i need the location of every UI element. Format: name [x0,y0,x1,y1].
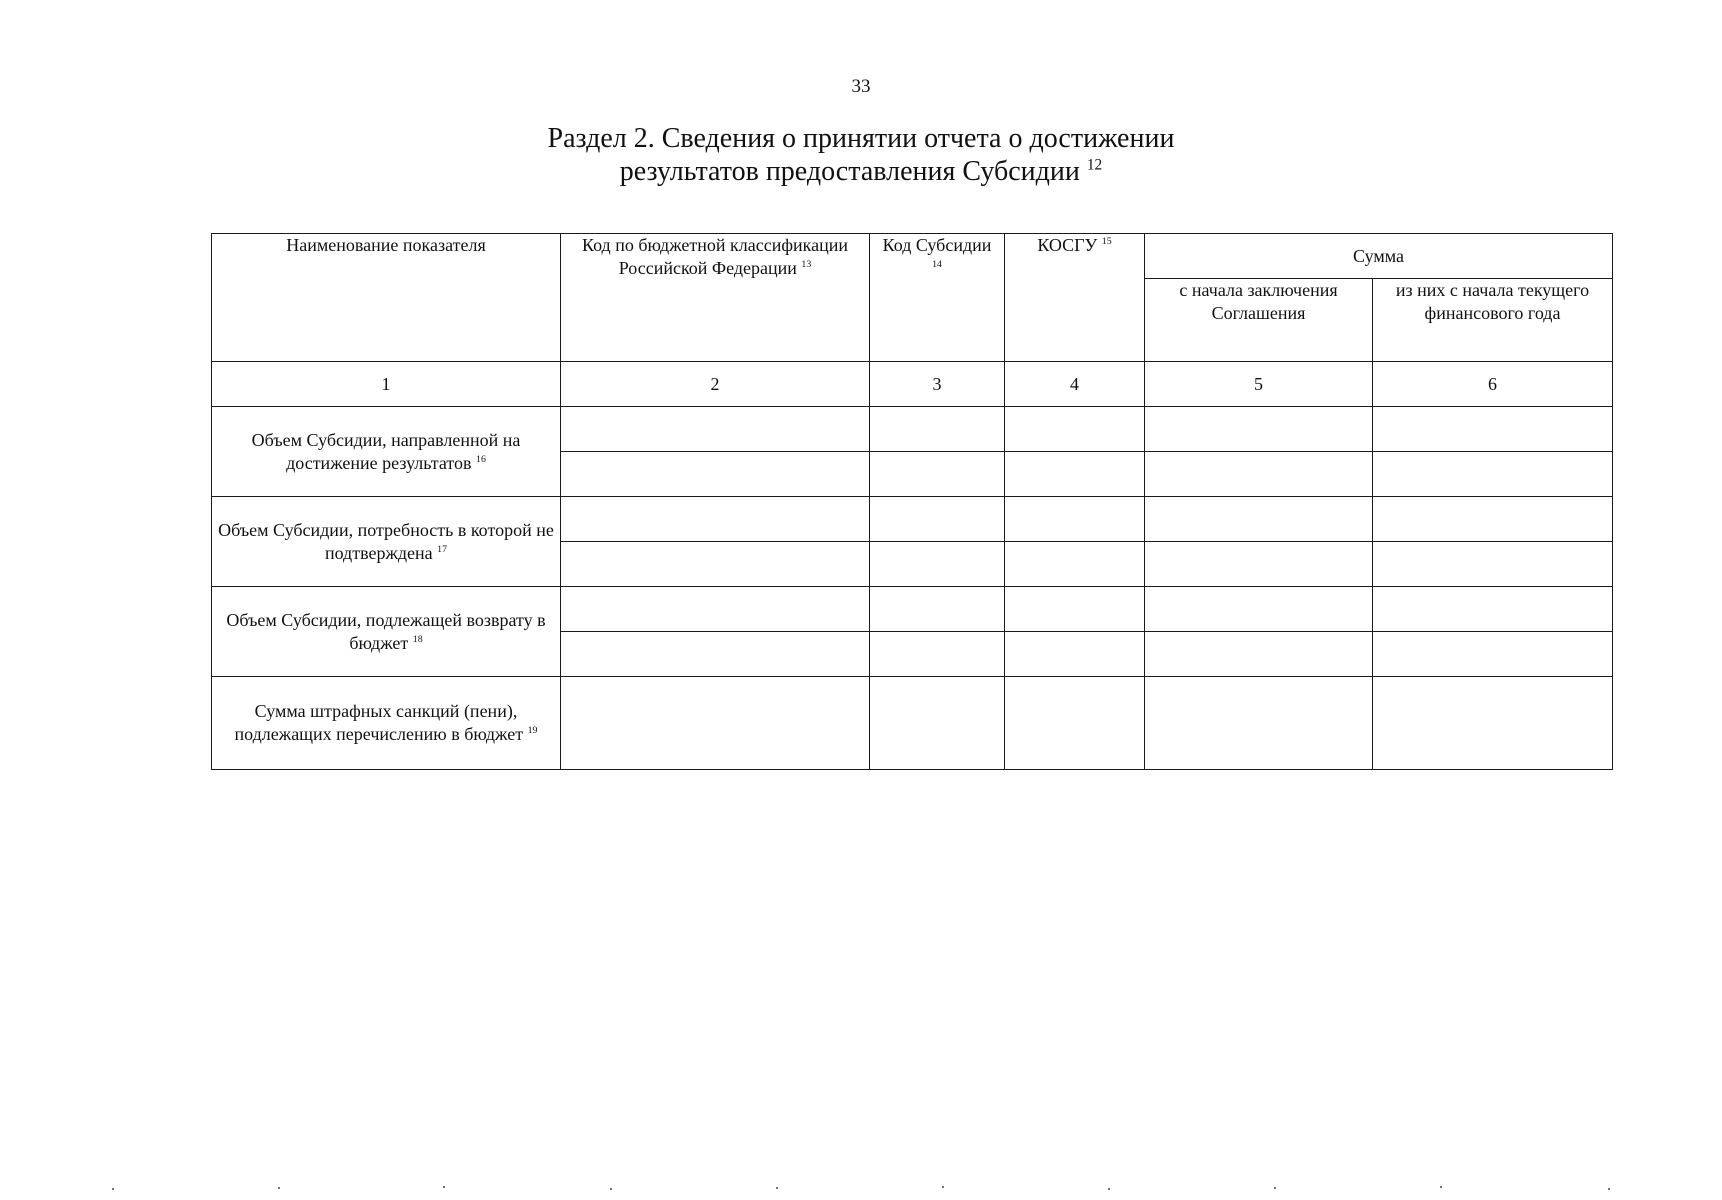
row-label-text: Объем Субсидии, направленной на достижение результатов [251,429,521,473]
table-cell [1005,587,1145,632]
scan-dots-decoration [100,1186,1620,1194]
table-cell [870,677,1005,770]
row-label [212,587,561,677]
header-since-agreement-text: с начала заключения Соглашения [1179,280,1338,323]
section-title-line-1: Раздел 2. Сведения о принятии отчета о достижении [547,123,1175,154]
table-cell [870,542,1005,587]
table-cell [1373,677,1613,770]
table-row [212,677,1613,770]
table-cell [870,452,1005,497]
header-sum-text: Сумма [1353,245,1404,266]
scan-dot [112,1188,114,1190]
header-subsidy-code [870,234,1005,362]
header-budget-code [561,234,870,362]
scan-dot [1108,1188,1110,1190]
header-kosgu-text: КОСГУ [1037,235,1098,255]
table-row [212,407,1613,452]
scan-dot [1274,1187,1276,1189]
footnote-ref: 15 [1101,236,1112,247]
table-cell [1005,407,1145,452]
row-label [212,497,561,587]
column-number: 5 [1145,362,1373,407]
scan-dot [1440,1186,1442,1188]
header-kosgu [1005,234,1145,362]
header-indicator-name-text: Наименование показателя [286,235,486,255]
table-cell [561,497,870,542]
section-title [0,122,1722,188]
footnote-ref: 19 [527,725,538,736]
row-label-text: Сумма штрафных санкций (пени), подлежащих перечислению в бюджет [234,701,524,744]
table-cell [1373,407,1613,452]
row-label [212,407,561,497]
scan-dot [1608,1188,1610,1190]
table-cell [1373,587,1613,632]
table-cell [1145,497,1373,542]
scan-dot [610,1188,612,1190]
header-current-year [1373,279,1613,362]
row-label-text: Объем Субсидии, потребность в которой не подтверждена [218,519,554,563]
page-number: 33 [851,76,871,97]
header-subsidy-code-text: Код Субсидии [882,235,992,255]
section-title-line-2 [0,155,1722,188]
table-cell [1373,497,1613,542]
table-cell [1005,542,1145,587]
header-current-year-text: из них с начала текущего финансового года [1395,280,1590,323]
footnote-ref: 13 [801,259,812,270]
row-label-text: Объем Субсидии, подлежащей возврату в бюджет [226,609,546,653]
table-cell [561,407,870,452]
column-number: 2 [561,362,870,407]
header-indicator-name [212,234,561,362]
table-cell [561,587,870,632]
table-cell [1005,452,1145,497]
footnote-ref: 12 [1086,156,1103,174]
table-cell [1005,677,1145,770]
column-number: 6 [1373,362,1613,407]
footnote-ref: 17 [437,543,448,555]
column-number: 3 [870,362,1005,407]
row-label [212,677,561,770]
scan-dot [443,1186,445,1188]
table-cell [1145,542,1373,587]
table-cell [1145,452,1373,497]
table-row [212,587,1613,632]
column-number: 4 [1005,362,1145,407]
table-cell [561,632,870,677]
table-cell [1145,587,1373,632]
column-number-row [212,362,1613,407]
table-cell [870,407,1005,452]
table-cell [870,632,1005,677]
footnote-ref: 18 [412,633,423,645]
table-cell [1145,677,1373,770]
footnote-ref: 16 [476,453,486,465]
column-number: 1 [212,362,561,407]
table-cell [1145,407,1373,452]
table-cell [1373,632,1613,677]
table-cell [1005,497,1145,542]
report-table [211,233,1613,770]
table-cell [870,497,1005,542]
header-sum [1145,234,1613,279]
table-cell [1373,452,1613,497]
header-since-agreement [1145,279,1373,362]
table-cell [1373,542,1613,587]
scan-dot [278,1187,280,1189]
header-budget-code-text: Код по бюджетной классификации Российской Федерации [581,235,849,278]
table-cell [561,677,870,770]
table-cell [1145,632,1373,677]
table-cell [1005,632,1145,677]
scan-dot [776,1187,778,1189]
scan-dot [942,1186,944,1188]
table-cell [870,587,1005,632]
table-cell [561,452,870,497]
table-row [212,497,1613,542]
footnote-ref: 14 [932,259,942,270]
table-cell [561,542,870,587]
section-title-line-2-text: результатов предоставления Субсидии [619,156,1080,187]
